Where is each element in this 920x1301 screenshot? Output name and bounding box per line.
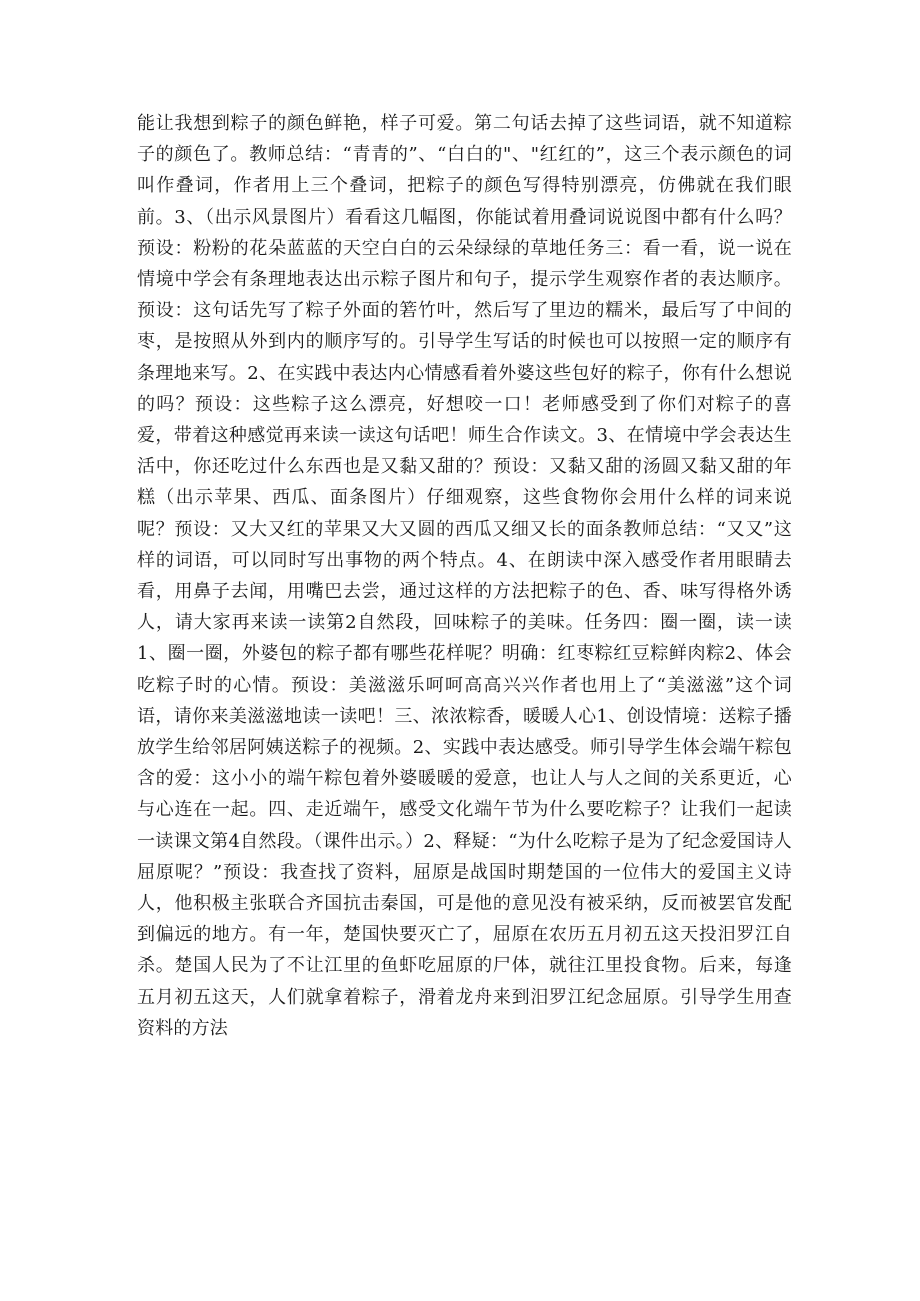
body-paragraph: 能让我想到粽子的颜色鲜艳，样子可爱。第二句话去掉了这些词语，就不知道粽子的颜色了。教师总结：“青青的”、“白白的"、"红红的”，这三个表示颜色的词叫作叠词，作者用上三个叠词，把粽子的颜色写得特别漂亮，仿佛就在我们眼前。3、（出示风景图片）看看这几幅图，你能试着用叠词说说图中都有什么吗？预设：粉粉的花朵蓝蓝的天空白白的云朵绿绿的草地任务三：看一看，说一说在情境中学会有条理地表达出示粽子图片和句子，提示学生观察作者的表达顺序。预设：这句话先写了粽子外面的箬竹叶，然后写了里边的糯米，最后写了中间的枣，是按照从外到内的顺序写的。引导学生写话的时候也可以按照一定的顺序有条理地来写。2、在实践中表达内心情感看着外婆这些包好的粽子，你有什么想说的吗？预设：这些粽子这么漂亮，好想咬一口！老师感受到了你们对粽子的喜爱，带着这种感觉再来读一读这句话吧！师生合作读文。3、在情境中学会表达生活中，你还吃过什么东西也是又黏又甜的？预设：又黏又甜的汤圆又黏又甜的年糕（出示苹果、西瓜、面条图片）仔细观察，这些食物你会用什么样的词来说呢？预设：又大又红的苹果又大又圆的西瓜又细又长的面条教师总结：“又又”这样的词语，可以同时写出事物的两个特点。4、在朗读中深入感受作者用眼睛去看，用鼻子去闻，用嘴巴去尝，通过这样的方法把粽子的色、香、味写得格外诱人，请大家再来读一读第2自然段，回味粽子的美味。任务四：圈一圈，读一读1、圈一圈，外婆包的粽子都有哪些花样呢？明确：红枣粽红豆粽鲜肉粽2、体会吃粽子时的心情。预设：美滋滋乐呵呵高高兴兴作者也用上了“美滋滋”这个词语，请你来美滋滋地读一读吧！三、浓浓粽香，暖暖人心1、创设情境：送粽子播放学生给邻居阿姨送粽子的视频。2、实践中表达感受。师引导学生体会端午粽包含的爱：这小小的端午粽包着外婆暖暖的爱意，也让人与人之间的关系更近，心与心连在一起。四、走近端午，感受文化端午节为什么要吃粽子？让我们一起读一读课文第4自然段。（课件出示。）2、释疑：“为什么吃粽子是为了纪念爱国诗人屈原呢？”预设：我查找了资料，屈原是战国时期楚国的一位伟大的爱国主义诗人，他积极主张联合齐国抗击秦国，可是他的意见没有被采纳，反而被罢官发配到偏远的地方。有一年，楚国快要灭亡了，屈原在农历五月初五这天投汨罗江自杀。楚国人民为了不让江里的鱼虾吃屈原的尸体，就往江里投食物。后来，每逢五月初五这天，人们就拿着粽子，滑着龙舟来到汨罗江纪念屈原。引导学生用查资料的方法 — [137, 113, 792, 1039]
